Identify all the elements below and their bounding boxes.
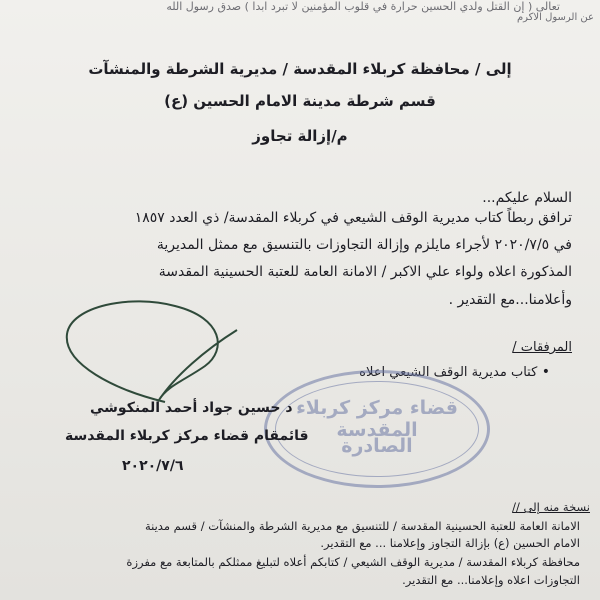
signatory-title: قائمقام قضاء مركز كربلاء المقدسة	[65, 428, 309, 444]
stamp-text-1: قضاء مركز كربلاء المقدسة	[296, 397, 458, 441]
address-line-2: قسم شرطة مدينة الامام الحسين (ع)	[164, 92, 436, 110]
copy-line-4: التجاوزات اعلاه وإعلامنا... مع التقدير.	[402, 573, 580, 587]
attachments-title: المرفقات /	[512, 340, 572, 355]
copy-to-title: نسخة منه إلى //	[512, 500, 590, 514]
copy-line-2: الامام الحسين (ع) بإزالة التجاوز وإعلامنا ... مع التقدير.	[320, 536, 580, 550]
stamp-text-2: الصادرة	[341, 435, 413, 457]
signatory-name: د حسين جواد أحمد المنكوشي	[90, 400, 293, 416]
header-corner-text: عن الرسول الاكرم	[516, 12, 594, 23]
body-line-1: ترافق ربطاً كتاب مديرية الوقف الشيعي في كربلاء المقدسة/ ذي العدد ١٨٥٧	[134, 210, 572, 226]
greeting: السلام عليكم...	[482, 190, 572, 206]
address-line-1: إلى / محافظة كربلاء المقدسة / مديرية الشرطة والمنشآت	[88, 60, 512, 78]
signature-date: ٢٠٢٠/٧/٦	[122, 458, 184, 474]
header-quote: تعالى ( إن القتل ولدي الحسين حرارة في قلوب المؤمنين لا تبرد ابدا ) صدق رسول الله	[166, 0, 560, 13]
body-line-3: المذكورة اعلاه ولواء علي الاكبر / الامانة العامة للعتبة الحسينية المقدسة	[158, 264, 572, 280]
body-line-2: في ٢٠٢٠/٧/٥ لأجراء مايلزم وإزالة التجاوزات بالتنسيق مع ممثل المديرية	[156, 237, 572, 253]
attachment-item-label: كتاب مديرية الوقف الشيعي اعلاه	[359, 365, 538, 380]
copy-line-3: محافظة كربلاء المقدسة / مديرية الوقف الشيعي / كتابكم أعلاه لتبليغ ممثلكم بالمتابعة مع مفرزة	[126, 555, 580, 569]
bullet-icon: •	[537, 364, 550, 380]
body-line-4: وأعلامنا...مع التقدير .	[448, 292, 572, 308]
copy-line-1: الامانة العامة للعتبة الحسينية المقدسة / للتنسيق مع مديرية الشرطة والمنشآت / قسم مدينة	[144, 519, 580, 533]
subject-line: م/إزالة تجاوز	[252, 127, 348, 145]
